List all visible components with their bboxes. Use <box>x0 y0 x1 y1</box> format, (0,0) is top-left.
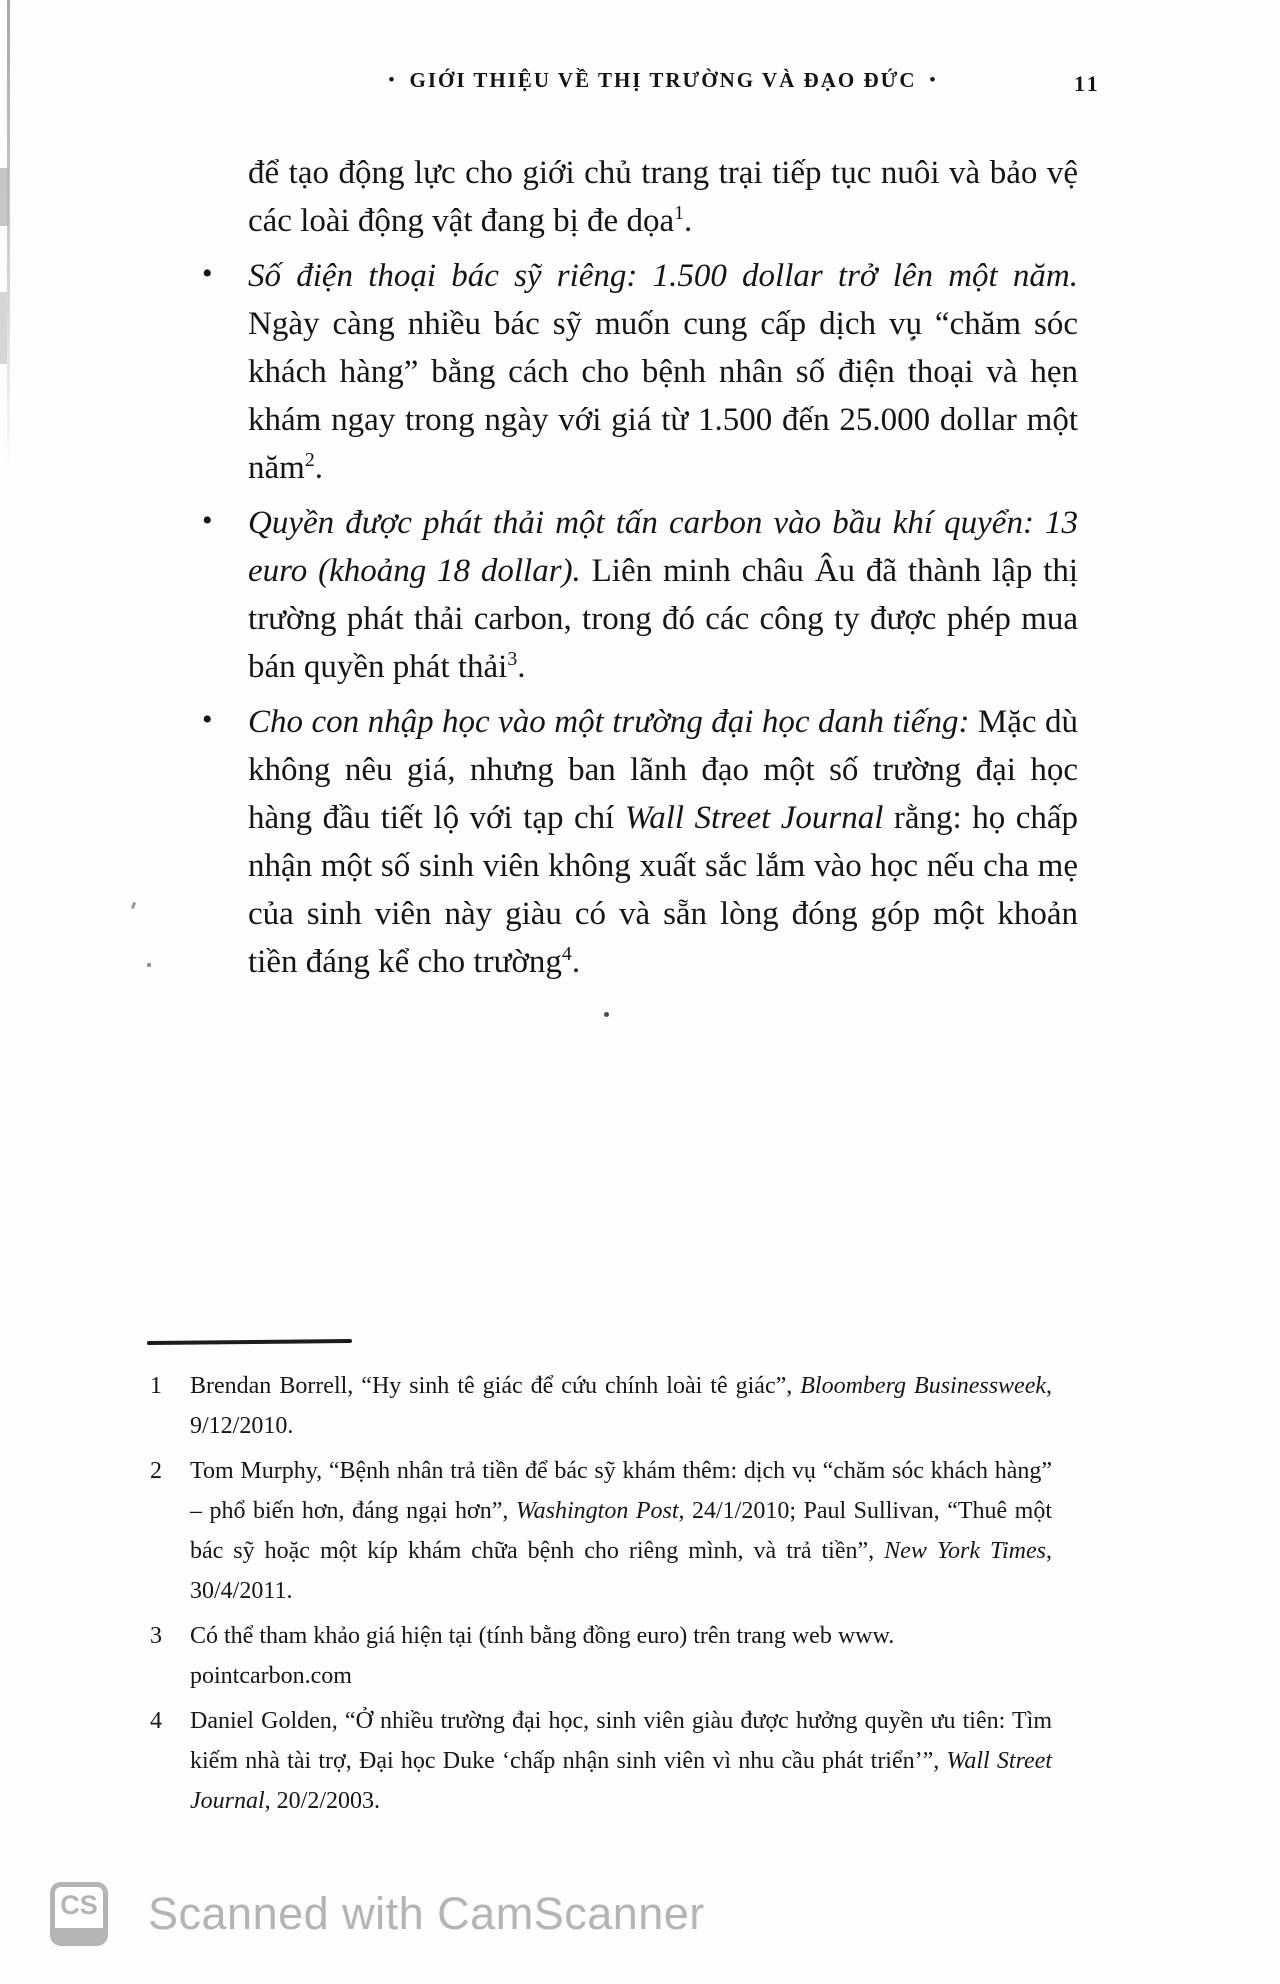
header-ornament-right: • <box>929 70 938 89</box>
footnote-text: Brendan Borrell, “Hy sinh tê giác để cứu chính loài tê giác”, Bloomberg Businessweek, 9/12/2010. <box>190 1373 1053 1439</box>
bullet-icon: • <box>202 504 213 537</box>
footnotes-list <box>150 1366 1053 1826</box>
footnote-separator <box>147 1339 352 1345</box>
paragraph-continuation: để tạo động lực cho giới chủ trang trại tiếp tục nuôi và bảo vệ các loài động vật đang bị đe dọa$^1$. <box>248 155 1078 239</box>
bullet-item <box>202 252 1078 492</box>
scan-edge-smudge <box>0 292 7 364</box>
camscanner-icon-label: CS <box>60 1890 98 1920</box>
bullet-list <box>202 252 1078 986</box>
body-text-column <box>202 149 1078 986</box>
footnote <box>150 1701 1052 1821</box>
bullet-item <box>202 698 1078 986</box>
footnote <box>150 1451 1052 1611</box>
header-title: GIỚI THIỆU VỀ THỊ TRƯỜNG VÀ ĐẠO ĐỨC <box>409 68 917 92</box>
bullet-item-text: Số điện thoại bác sỹ riêng: 1.500 dollar trở lên một năm. Ngày càng nhiều bác sỹ muốn cung cấp dịch vụ “chăm sóc khách hàng” bằng cách cho bệnh nhân số điện thoại và hẹn khám ngay trong ngày với giá từ 1.500 đến 25.000 dollar một năm$^2$. <box>248 258 1078 486</box>
footnote <box>150 1616 1052 1696</box>
bullet-icon: • <box>202 257 213 290</box>
footnote-text: Tom Murphy, “Bệnh nhân trả tiền để bác sỹ khám thêm: dịch vụ “chăm sóc khách hàng” – phổ biến hơn, đáng ngại hơn”, Washington Post, 24/1/2010; Paul Sullivan, “Thuê một bác sỹ hoặc một kíp khám chữa bệnh cho riêng mình, và trả tiền”, New York Times, 30/4/2011. <box>190 1458 1052 1604</box>
footnote-text: Daniel Golden, “Ở nhiều trường đại học, sinh viên giàu được hưởng quyền ưu tiên: Tìm kiếm nhà tài trợ, Đại học Duke ‘chấp nhận sinh viên vì nhu cầu phát triển’”, Wall Street Journal, 20/2/2003. <box>190 1708 1052 1814</box>
scan-speck <box>147 963 151 967</box>
footnote-text: Có thể tham khảo giá hiện tại (tính bằng đồng euro) trên trang web www. pointcarbon.com <box>190 1623 895 1689</box>
camscanner-watermark <box>50 1882 705 1946</box>
footnote-number: 2 <box>150 1458 162 1484</box>
bullet-item-text: Cho con nhập học vào một trường đại học danh tiếng: Mặc dù không nêu giá, nhưng ban lãnh đạo một số trường đại học hàng đầu tiết lộ với tạp chí Wall Street Journal rằng: họ chấp nhận một số sinh viên không xuất sắc lắm vào học nếu cha mẹ của sinh viên này giàu có và sẵn lòng đóng góp một khoản tiền đáng kể cho trường$^4$. <box>248 704 1078 980</box>
running-header <box>248 68 1078 93</box>
footnote-number: 3 <box>150 1623 162 1649</box>
bullet-item <box>202 499 1078 691</box>
camscanner-icon-base <box>55 1928 103 1941</box>
footnote <box>150 1366 1053 1446</box>
bullet-icon: • <box>202 703 213 736</box>
header-ornament-left: • <box>388 70 397 89</box>
camscanner-icon <box>50 1882 108 1946</box>
scan-edge-artifact <box>7 0 10 470</box>
footnote-number: 4 <box>150 1708 162 1734</box>
bullet-item-text: Quyền được phát thải một tấn carbon vào bầu khí quyển: 13 euro (khoảng 18 dollar). Liên minh châu Âu đã thành lập thị trường phát thải carbon, trong đó các công ty được phép mua bán quyền phát thải$^3$. <box>248 505 1078 685</box>
footnote-number: 1 <box>150 1373 162 1399</box>
scan-edge-smudge <box>0 168 9 226</box>
watermark-text: Scanned with CamScanner <box>148 1888 705 1939</box>
scan-speck <box>131 902 136 910</box>
scan-speck <box>604 1012 609 1017</box>
page-number: 11 <box>1074 71 1101 96</box>
